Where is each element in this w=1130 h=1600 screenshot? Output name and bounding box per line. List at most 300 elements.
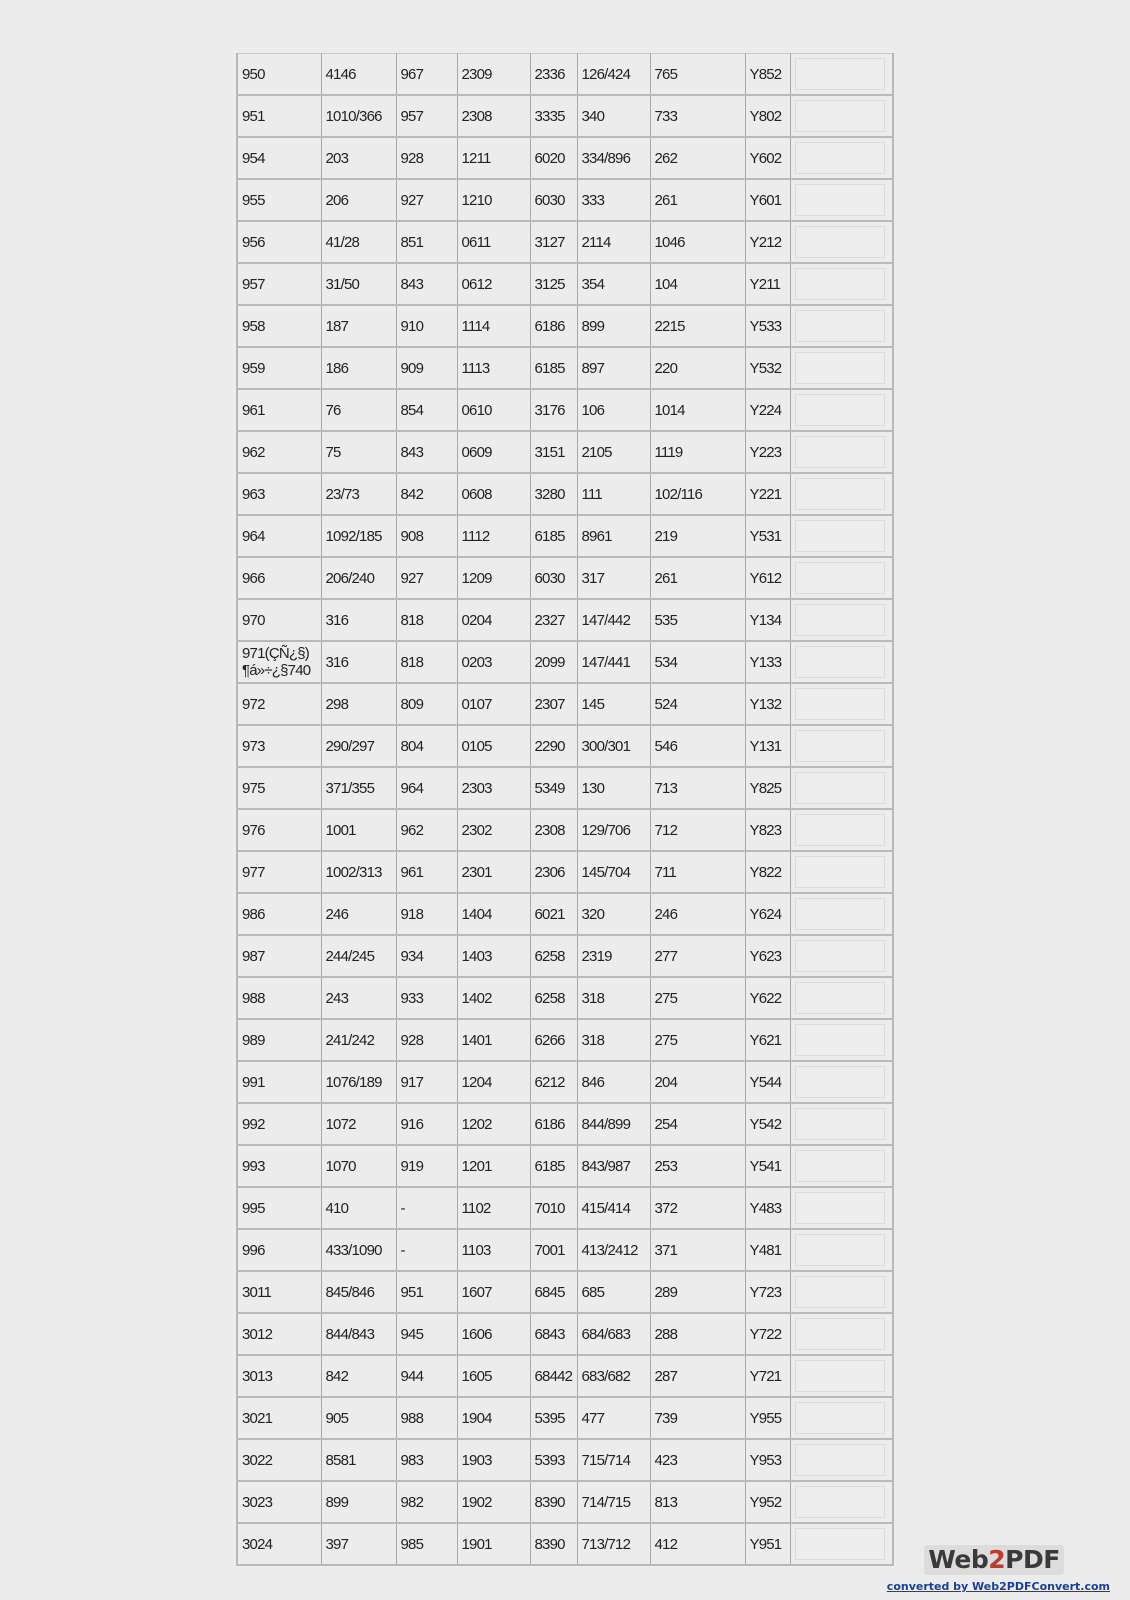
table-cell: 2302 [457, 809, 530, 851]
table-cell: 844/843 [321, 1313, 396, 1355]
empty-cell [790, 725, 893, 767]
table-cell: 126/424 [577, 54, 650, 96]
table-row [237, 515, 893, 557]
table-cell: 6258 [530, 935, 577, 977]
empty-input-box [795, 940, 885, 972]
table-cell: 300/301 [577, 725, 650, 767]
table-cell: 975 [237, 767, 321, 809]
table-cell: 962 [396, 809, 457, 851]
empty-input-box [795, 1276, 885, 1308]
table-row [237, 1019, 893, 1061]
table-cell: 204 [650, 1061, 745, 1103]
table-row [237, 263, 893, 305]
table-cell: Y601 [745, 179, 790, 221]
table-cell: 6266 [530, 1019, 577, 1061]
table-cell: 905 [321, 1397, 396, 1439]
table-cell: Y134 [745, 599, 790, 641]
table-cell: 219 [650, 515, 745, 557]
table-cell: 813 [650, 1481, 745, 1523]
table-cell: Y623 [745, 935, 790, 977]
table-cell: 3012 [237, 1313, 321, 1355]
table-cell: 843 [396, 263, 457, 305]
table-cell: 1904 [457, 1397, 530, 1439]
table-cell: 410 [321, 1187, 396, 1229]
empty-input-box [795, 352, 885, 384]
table-cell: Y131 [745, 725, 790, 767]
empty-input-box [795, 814, 885, 846]
table-cell: 6843 [530, 1313, 577, 1355]
empty-input-box [795, 142, 885, 174]
table-cell: 334/896 [577, 137, 650, 179]
empty-input-box [795, 478, 885, 510]
table-cell: 991 [237, 1061, 321, 1103]
table-cell: 1402 [457, 977, 530, 1019]
table-cell: 1606 [457, 1313, 530, 1355]
table-row [237, 137, 893, 179]
table-cell: 8961 [577, 515, 650, 557]
table-cell: 333 [577, 179, 650, 221]
table-cell: 1070 [321, 1145, 396, 1187]
table-cell: 684/683 [577, 1313, 650, 1355]
empty-cell [790, 95, 893, 137]
table-cell: 262 [650, 137, 745, 179]
table-cell: 1209 [457, 557, 530, 599]
empty-input-box [795, 268, 885, 300]
table-cell: 277 [650, 935, 745, 977]
table-cell: 1403 [457, 935, 530, 977]
table-cell: 3151 [530, 431, 577, 473]
table-cell: Y132 [745, 683, 790, 725]
empty-input-box [795, 1192, 885, 1224]
table-row [237, 431, 893, 473]
table-cell: 186 [321, 347, 396, 389]
table-cell: 959 [237, 347, 321, 389]
table-cell: 963 [237, 473, 321, 515]
table-cell: Y602 [745, 137, 790, 179]
table-row [237, 893, 893, 935]
table-cell: 2308 [457, 95, 530, 137]
table-row [237, 1061, 893, 1103]
table-cell: 899 [577, 305, 650, 347]
table-cell: 318 [577, 977, 650, 1019]
table-cell: 5349 [530, 767, 577, 809]
table-cell: 1076/189 [321, 1061, 396, 1103]
table-cell: 372 [650, 1187, 745, 1229]
table-cell: 846 [577, 1061, 650, 1103]
empty-cell [790, 1481, 893, 1523]
table-cell: 933 [396, 977, 457, 1019]
table-cell: 1119 [650, 431, 745, 473]
table-cell: 6186 [530, 305, 577, 347]
table-cell: 1210 [457, 179, 530, 221]
table-row [237, 1313, 893, 1355]
table-cell: 3022 [237, 1439, 321, 1481]
table-row [237, 1145, 893, 1187]
empty-input-box [795, 1444, 885, 1476]
empty-cell [790, 1271, 893, 1313]
empty-cell [790, 473, 893, 515]
empty-cell [790, 389, 893, 431]
table-cell: 0203 [457, 641, 530, 683]
table-cell: 2301 [457, 851, 530, 893]
table-cell: 546 [650, 725, 745, 767]
table-cell: 3023 [237, 1481, 321, 1523]
table-cell: 288 [650, 1313, 745, 1355]
table-cell: 8390 [530, 1523, 577, 1565]
table-cell: Y822 [745, 851, 790, 893]
empty-cell [790, 1103, 893, 1145]
table-cell: 714/715 [577, 1481, 650, 1523]
empty-cell [790, 1187, 893, 1229]
table-cell: 203 [321, 137, 396, 179]
table-cell: 243 [321, 977, 396, 1019]
table-body [237, 54, 893, 1566]
table-row [237, 1271, 893, 1313]
empty-cell [790, 557, 893, 599]
empty-cell [790, 767, 893, 809]
empty-cell [790, 683, 893, 725]
logo-suffix: PDF [1005, 1545, 1060, 1574]
table-cell: 2105 [577, 431, 650, 473]
table-cell: Y483 [745, 1187, 790, 1229]
table-row [237, 1187, 893, 1229]
table-cell: 951 [396, 1271, 457, 1313]
table-cell: 316 [321, 599, 396, 641]
table-cell: 261 [650, 179, 745, 221]
table-cell: 317 [577, 557, 650, 599]
table-cell: 804 [396, 725, 457, 767]
empty-cell [790, 1313, 893, 1355]
table-row [237, 389, 893, 431]
table-row [237, 935, 893, 977]
table-cell: 916 [396, 1103, 457, 1145]
table-cell: Y481 [745, 1229, 790, 1271]
empty-input-box [795, 226, 885, 258]
table-cell: 1204 [457, 1061, 530, 1103]
table-cell: 957 [396, 95, 457, 137]
table-cell: 928 [396, 137, 457, 179]
table-cell: Y621 [745, 1019, 790, 1061]
table-cell: 1201 [457, 1145, 530, 1187]
table-row [237, 1523, 893, 1565]
empty-cell [790, 179, 893, 221]
table-cell: Y221 [745, 473, 790, 515]
table-cell: Y212 [745, 221, 790, 263]
table-cell: 145/704 [577, 851, 650, 893]
table-cell: 102/116 [650, 473, 745, 515]
table-cell: 1607 [457, 1271, 530, 1313]
table-row [237, 641, 893, 683]
empty-input-box [795, 604, 885, 636]
table-cell: 918 [396, 893, 457, 935]
table-cell: 1112 [457, 515, 530, 557]
empty-input-box [795, 310, 885, 342]
table-cell: 809 [396, 683, 457, 725]
table-cell: 535 [650, 599, 745, 641]
table-cell: Y544 [745, 1061, 790, 1103]
table-cell: 2099 [530, 641, 577, 683]
table-cell: 715/714 [577, 1439, 650, 1481]
table-cell: 534 [650, 641, 745, 683]
table-cell: 961 [237, 389, 321, 431]
table-cell: 1211 [457, 137, 530, 179]
table-cell: Y852 [745, 54, 790, 96]
table-cell: 739 [650, 1397, 745, 1439]
table-cell: 951 [237, 95, 321, 137]
table-cell: Y953 [745, 1439, 790, 1481]
table-row [237, 1103, 893, 1145]
table-cell: 415/414 [577, 1187, 650, 1229]
empty-input-box [795, 1486, 885, 1518]
empty-cell [790, 851, 893, 893]
table-cell: 254 [650, 1103, 745, 1145]
logo-prefix: Web [928, 1545, 989, 1574]
table-cell: 246 [650, 893, 745, 935]
table-cell: 954 [237, 137, 321, 179]
empty-input-box [795, 520, 885, 552]
table-row [237, 767, 893, 809]
table-cell: Y224 [745, 389, 790, 431]
table-cell: 996 [237, 1229, 321, 1271]
table-cell: 371 [650, 1229, 745, 1271]
table-cell: 8390 [530, 1481, 577, 1523]
empty-input-box [795, 1150, 885, 1182]
table-cell: Y211 [745, 263, 790, 305]
table-row [237, 1481, 893, 1523]
table-cell: 423 [650, 1439, 745, 1481]
table-cell: 1605 [457, 1355, 530, 1397]
table-cell: 1092/185 [321, 515, 396, 557]
empty-input-box [795, 436, 885, 468]
empty-input-box [795, 646, 885, 678]
table-cell: 6185 [530, 1145, 577, 1187]
table-cell: 988 [237, 977, 321, 1019]
table-row [237, 599, 893, 641]
table-cell: 477 [577, 1397, 650, 1439]
table-cell: 1404 [457, 893, 530, 935]
empty-cell [790, 221, 893, 263]
table-cell: 130 [577, 767, 650, 809]
table-cell: 982 [396, 1481, 457, 1523]
table-cell: 3280 [530, 473, 577, 515]
table-row [237, 809, 893, 851]
table-cell: 1903 [457, 1439, 530, 1481]
converted-by-link[interactable]: converted by Web2PDFConvert.com [886, 1580, 1110, 1593]
table-cell: 908 [396, 515, 457, 557]
table-cell: 977 [237, 851, 321, 893]
table-cell: 844/899 [577, 1103, 650, 1145]
empty-cell [790, 54, 893, 96]
table-cell: 818 [396, 641, 457, 683]
table-cell: 2308 [530, 809, 577, 851]
table-cell: 206/240 [321, 557, 396, 599]
table-cell: Y622 [745, 977, 790, 1019]
table-cell: - [396, 1187, 457, 1229]
table-cell: 909 [396, 347, 457, 389]
table-cell: 3013 [237, 1355, 321, 1397]
empty-cell [790, 935, 893, 977]
table-row [237, 977, 893, 1019]
table-cell: Y542 [745, 1103, 790, 1145]
table-cell: 1902 [457, 1481, 530, 1523]
table-cell: 944 [396, 1355, 457, 1397]
table-cell: 854 [396, 389, 457, 431]
table-cell: 962 [237, 431, 321, 473]
table-cell: 145 [577, 683, 650, 725]
empty-input-box [795, 856, 885, 888]
table-cell: 1202 [457, 1103, 530, 1145]
table-cell: 524 [650, 683, 745, 725]
table-cell: 31/50 [321, 263, 396, 305]
table-cell: 927 [396, 557, 457, 599]
table-cell: 955 [237, 179, 321, 221]
table-cell: 3021 [237, 1397, 321, 1439]
table-cell: 945 [396, 1313, 457, 1355]
empty-input-box [795, 100, 885, 132]
table-cell: 241/242 [321, 1019, 396, 1061]
table-cell: 206 [321, 179, 396, 221]
table-cell: 275 [650, 977, 745, 1019]
empty-cell [790, 1145, 893, 1187]
table-cell: 1103 [457, 1229, 530, 1271]
table-cell: Y722 [745, 1313, 790, 1355]
table-cell: 6021 [530, 893, 577, 935]
table-cell: 6185 [530, 347, 577, 389]
table-cell: 3125 [530, 263, 577, 305]
table-cell: 3176 [530, 389, 577, 431]
table-cell: 961 [396, 851, 457, 893]
table-cell: 1901 [457, 1523, 530, 1565]
table-row [237, 725, 893, 767]
table-cell: 899 [321, 1481, 396, 1523]
empty-input-box [795, 1402, 885, 1434]
table-cell: 6258 [530, 977, 577, 1019]
table-cell: 6030 [530, 179, 577, 221]
table-cell: Y955 [745, 1397, 790, 1439]
table-cell: 244/245 [321, 935, 396, 977]
empty-cell [790, 893, 893, 935]
table-cell: 6020 [530, 137, 577, 179]
table-cell: Y952 [745, 1481, 790, 1523]
empty-cell [790, 1523, 893, 1565]
table-row [237, 221, 893, 263]
table-cell: 3011 [237, 1271, 321, 1313]
table-cell: 318 [577, 1019, 650, 1061]
table-row [237, 1229, 893, 1271]
table-cell: 275 [650, 1019, 745, 1061]
table-cell: 246 [321, 893, 396, 935]
table-cell: Y721 [745, 1355, 790, 1397]
table-cell: 713 [650, 767, 745, 809]
empty-cell [790, 263, 893, 305]
table-cell: 6030 [530, 557, 577, 599]
table-cell: 2303 [457, 767, 530, 809]
table-cell: 76 [321, 389, 396, 431]
table-row [237, 851, 893, 893]
table-cell: 2114 [577, 221, 650, 263]
table-cell: 2290 [530, 725, 577, 767]
table-row [237, 54, 893, 96]
table-cell: 851 [396, 221, 457, 263]
table-cell: 2327 [530, 599, 577, 641]
table-cell: 413/2412 [577, 1229, 650, 1271]
table-cell: 972 [237, 683, 321, 725]
table-cell: 7010 [530, 1187, 577, 1229]
table-cell: 971(ÇÑ¿§) ¶á»÷¿§740 [237, 641, 321, 683]
table-cell: 973 [237, 725, 321, 767]
table-cell: 298 [321, 683, 396, 725]
empty-cell [790, 1439, 893, 1481]
table-cell: 934 [396, 935, 457, 977]
table-cell: 958 [237, 305, 321, 347]
table-cell: 287 [650, 1355, 745, 1397]
table-cell: 765 [650, 54, 745, 96]
table-row [237, 95, 893, 137]
table-cell: Y612 [745, 557, 790, 599]
table-cell: 8581 [321, 1439, 396, 1481]
table-cell: 6845 [530, 1271, 577, 1313]
table-cell: 917 [396, 1061, 457, 1103]
table-row [237, 1355, 893, 1397]
table-cell: 993 [237, 1145, 321, 1187]
empty-input-box [795, 688, 885, 720]
table-cell: 985 [396, 1523, 457, 1565]
table-cell: 987 [237, 935, 321, 977]
empty-input-box [795, 1024, 885, 1056]
table-cell: 253 [650, 1145, 745, 1187]
table-cell: 712 [650, 809, 745, 851]
table-cell: Y133 [745, 641, 790, 683]
table-cell: 129/706 [577, 809, 650, 851]
table-cell: 910 [396, 305, 457, 347]
table-cell: 187 [321, 305, 396, 347]
table-cell: 316 [321, 641, 396, 683]
table-cell: 2336 [530, 54, 577, 96]
table-cell: 354 [577, 263, 650, 305]
table-cell: Y223 [745, 431, 790, 473]
empty-cell [790, 641, 893, 683]
table-cell: 966 [237, 557, 321, 599]
table-cell: 289 [650, 1271, 745, 1313]
table-cell: 2319 [577, 935, 650, 977]
table-cell: 147/442 [577, 599, 650, 641]
table-cell: 964 [237, 515, 321, 557]
table-cell: 1010/366 [321, 95, 396, 137]
table-cell: 0107 [457, 683, 530, 725]
table-cell: 957 [237, 263, 321, 305]
table-cell: 75 [321, 431, 396, 473]
empty-cell [790, 1229, 893, 1271]
table-cell: 4146 [321, 54, 396, 96]
table-cell: 1046 [650, 221, 745, 263]
table-cell: 41/28 [321, 221, 396, 263]
table-cell: 897 [577, 347, 650, 389]
table-cell: 320 [577, 893, 650, 935]
empty-input-box [795, 1108, 885, 1140]
table-cell: 111 [577, 473, 650, 515]
table-cell: 919 [396, 1145, 457, 1187]
table-cell: 220 [650, 347, 745, 389]
table-cell: 845/846 [321, 1271, 396, 1313]
table-cell: 0105 [457, 725, 530, 767]
table-cell: 683/682 [577, 1355, 650, 1397]
table-cell: 950 [237, 54, 321, 96]
table-cell: 0204 [457, 599, 530, 641]
table-cell: 956 [237, 221, 321, 263]
table-cell: 0610 [457, 389, 530, 431]
table-cell: 5393 [530, 1439, 577, 1481]
table-cell: Y802 [745, 95, 790, 137]
